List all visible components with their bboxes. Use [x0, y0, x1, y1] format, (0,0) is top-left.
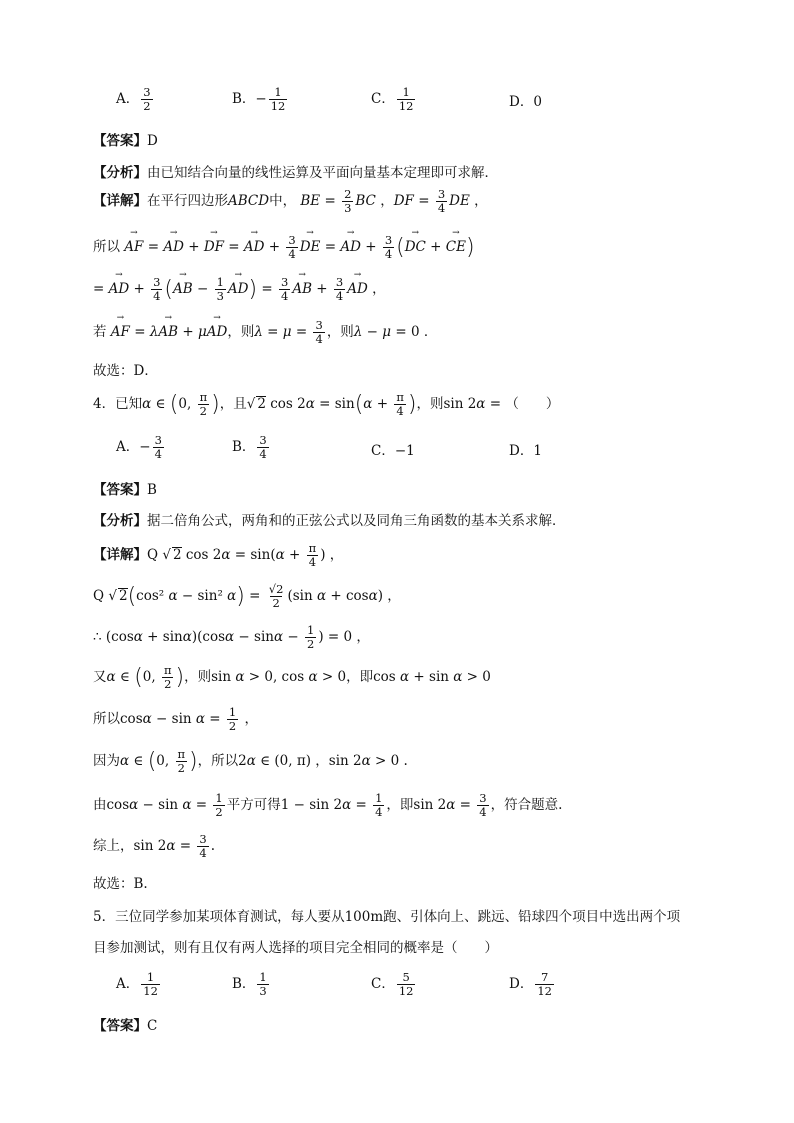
- q3-detail-line3: = → AD + $\frac{3}{4}$ (→ AB − $\frac{1}{3}$ → AD) = $\frac{3}{4}$ → AB + $\frac{3}{4}$ → AD ，: [93, 276, 386, 303]
- q4-detail-line8: 综上，sin 2α = $\frac{3}{4}$ .: [93, 832, 215, 860]
- q5-option-d: D． $\frac{7}{12}$: [509, 970, 552, 998]
- q5-option-a: A． $\frac{1}{12}$: [116, 970, 158, 998]
- q5-stem-line1: 5．三位同学参加某项体育测试，每人要从100m跑、引体向上、跳远、铅球四个项目中选出两个项: [93, 909, 681, 925]
- q3-option-b: B．− $\frac{1}{12}$: [232, 85, 286, 113]
- q4-detail-line4: 又α ∈ (0, $\frac{\pi}{2}$ )，则sin α > 0, cos α > 0，即cos α + sin α > 0: [93, 663, 491, 691]
- q3-detail-line1: 【详解】在平行四边形ABCD中， BE = $\frac{2}{3}$ BC ，DF = $\frac{3}{4}$ DE ，: [93, 187, 488, 215]
- q3-detail-line4: 若 → AF = λ→ AB + μ→ AD，则λ = μ = $\frac{3}{4}$ ，则λ − μ = 0 ．: [93, 319, 437, 346]
- q4-detail-line1: 【详解】Q √ 2 cos 2α = sin(α + $\frac{\pi}{4}$ ) ，: [93, 541, 344, 569]
- q4-option-c: C．−1: [371, 443, 415, 459]
- q3-analysis: 【分析】由已知结合向量的线性运算及平面向量基本定理即可求解．: [93, 165, 498, 181]
- q4-option-a: A．− $\frac{3}{4}$: [116, 433, 162, 461]
- q4-conclusion: 故选：B.: [93, 876, 148, 892]
- q5-option-c: C． $\frac{5}{12}$: [371, 970, 414, 998]
- q4-option-b: B． $\frac{3}{4}$: [232, 433, 267, 461]
- q3-option-d: D．0: [509, 94, 542, 110]
- q5-stem-line2: 目参加测试，则有且仅有两人选择的项目完全相同的概率是（ ）: [93, 940, 498, 956]
- q3-option-c: C． $\frac{1}{12}$: [371, 85, 414, 113]
- q3-conclusion: 故选：D．: [93, 363, 158, 379]
- q4-detail-line5: 所以cosα − sin α = $\frac{1}{2}$ ，: [93, 705, 259, 733]
- q4-answer: 【答案】B: [93, 482, 157, 498]
- q3-option-a: A． $\frac{3}{2}$: [116, 85, 151, 113]
- q4-detail-line3: ∴ (cosα + sinα)(cosα − sinα − $\frac{1}{2}$ ) = 0 ，: [93, 623, 370, 651]
- q3-detail-line2: 所以 → AF = → AD + → DF = → AD + $\frac{3}{4}$ → DE = → AD + $\frac{3}{4}$ (→ DC + → CE): [93, 234, 475, 261]
- q5-option-b: B． $\frac{1}{3}$: [232, 970, 267, 998]
- q4-detail-line2: Q √ 2(cos² α − sin² α) = $\frac{√2}{2}$ (sin α + cosα) ，: [93, 582, 401, 610]
- q5-answer: 【答案】C: [93, 1018, 158, 1034]
- q4-detail-line7: 由cosα − sin α = $\frac{1}{2}$ 平方可得1 − sin 2α = $\frac{1}{4}$ ，即sin 2α = $\frac{3}{4}$ ，符合题意.: [93, 791, 563, 819]
- q4-analysis: 【分析】据二倍角公式，两角和的正弦公式以及同角三角函数的基本关系求解．: [93, 513, 566, 529]
- q4-option-d: D．1: [509, 443, 542, 459]
- q4-detail-line6: 因为α ∈ (0, $\frac{\pi}{2}$ )，所以2α ∈ (0, π) ，sin 2α > 0 .: [93, 747, 408, 775]
- q4-stem: 4．已知α ∈ (0, $\frac{\pi}{2}$ )，且√ 2 cos 2α = sin(α + $\frac{\pi}{4}$ )，则sin 2α = （ ）: [93, 390, 560, 418]
- q3-answer: 【答案】D: [93, 133, 158, 149]
